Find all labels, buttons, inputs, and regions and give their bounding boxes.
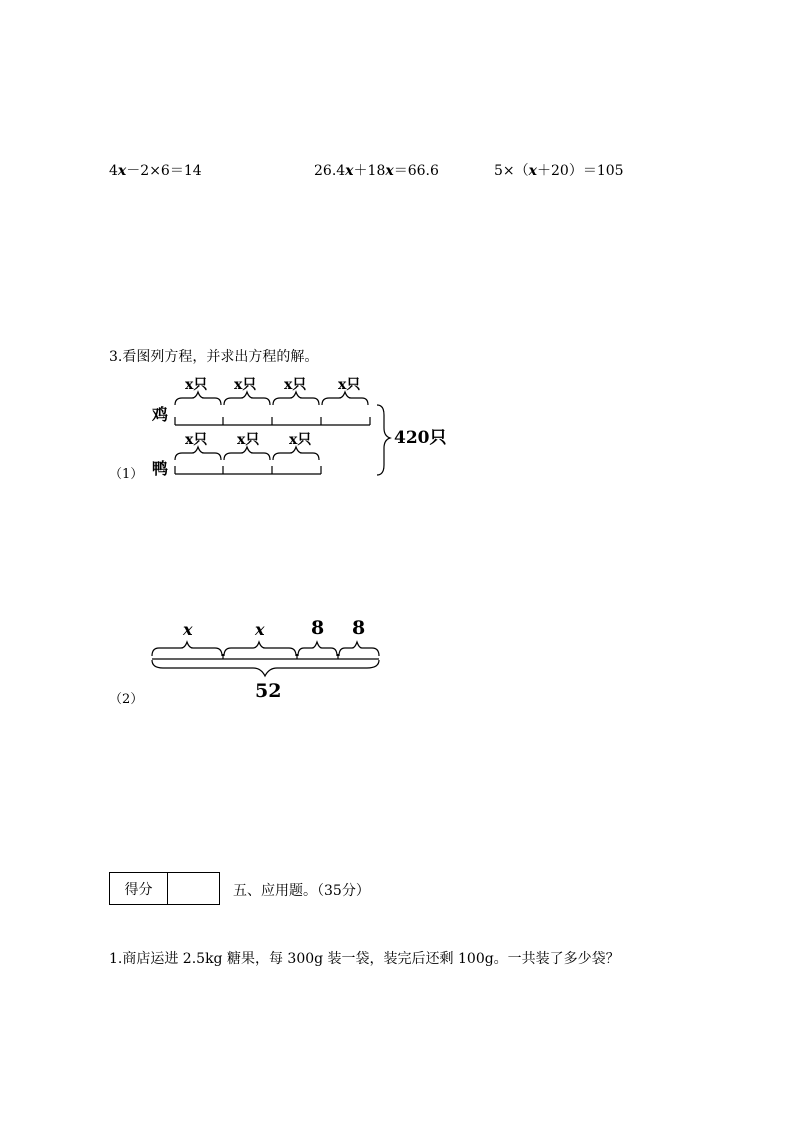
eq3-pre: 5×（ [494, 163, 529, 179]
chicken-label-1: x只 [185, 377, 208, 393]
duck-label-3: x只 [289, 432, 312, 448]
duck-label-2: x只 [237, 432, 260, 448]
total-brace [377, 405, 390, 475]
part1-label: （1） [109, 467, 144, 482]
question-1-text: 1.商店运进 2.5kg 糖果，每 300g 装一袋，装完后还剩 100g。一共装了多少袋？ [109, 951, 620, 967]
eq2-var: x [345, 163, 354, 179]
eq2-coef: 26.4 [314, 163, 346, 179]
duck-label-1: x只 [185, 432, 208, 448]
eight-label-1: 8 [311, 617, 325, 639]
eq1-rest: －2×6＝14 [126, 163, 202, 179]
total-brace-2 [152, 660, 379, 676]
score-box [109, 872, 220, 905]
score-label: 得分 [110, 873, 168, 904]
equation-2 [314, 160, 439, 180]
question-3-title: 3.看图列方程，并求出方程的解。 [109, 349, 319, 365]
chicken-brace-1 [175, 392, 221, 405]
diagram-part2 [145, 612, 395, 704]
eq1-var: x [117, 163, 127, 179]
chicken-label-4: x只 [338, 377, 361, 393]
eq3-var: x [528, 163, 537, 179]
diagram-part1 [100, 370, 480, 485]
chicken-brace-2 [224, 392, 270, 405]
duck-brace-3 [273, 447, 319, 460]
eq2-mid: ＋18 [353, 163, 386, 179]
eight-label-2: 8 [352, 617, 366, 639]
chicken-label-2: x只 [234, 377, 257, 393]
chicken-brace-3 [273, 392, 319, 405]
eq3-rest: ＋20）＝105 [537, 163, 624, 179]
part2-label: （2） [109, 692, 144, 707]
duck-brace-2 [224, 447, 270, 460]
x-brace-2 [224, 642, 296, 656]
chicken-word: 鸡 [152, 405, 169, 424]
total-label: 420只 [394, 428, 447, 448]
duck-brace-1 [175, 447, 221, 460]
eq1-coef: 4 [109, 163, 118, 179]
chicken-label-3: x只 [284, 377, 307, 393]
equation-1 [109, 160, 202, 180]
x-label-1: x [183, 620, 193, 639]
section-5-heading: 五、应用题。（35分） [233, 883, 370, 899]
chicken-brace-4 [322, 392, 368, 405]
duck-word: 鸭 [152, 459, 169, 478]
equation-3 [494, 160, 624, 180]
eq2-var2: x [385, 163, 394, 179]
score-input-cell[interactable] [168, 873, 219, 904]
x-brace-1 [152, 642, 222, 656]
x-label-2: x [255, 620, 265, 639]
eq2-rest: ＝66.6 [393, 163, 439, 179]
eight-brace-1 [298, 642, 337, 656]
eight-brace-2 [339, 642, 379, 656]
total-52: 52 [255, 680, 282, 702]
